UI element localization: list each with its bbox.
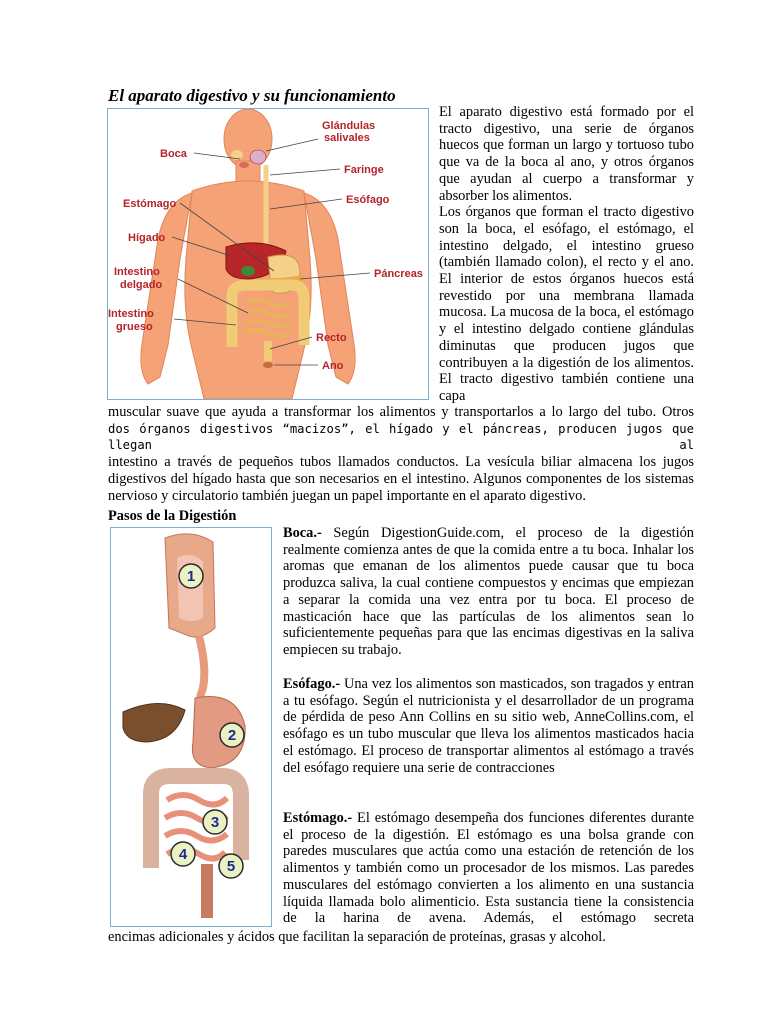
intro-paragraph-2: Los órganos que forman el tracto digestivo son la boca, el esófago, el estómago, el intestino delgado, el intestino grueso (también llamado colon), el recto y el ano. El interior de estos órganos huecos está revestido por una membrana llamada mucosa. La mucosa de la boca, el estómago y el intestino delgado contiene glándulas diminutas que producen jugos que contribuyen a la digestión de los alimentos. El tracto digestivo también contiene una capa bbox=[439, 204, 694, 404]
intro-continuation-line-1: muscular suave que ayuda a transformar los alimentos y transportarlos a lo largo del tubo. Otros bbox=[108, 404, 694, 420]
boca-title: Boca.- bbox=[283, 525, 322, 541]
esofago-paragraph bbox=[283, 676, 694, 776]
intro-paragraph-1: El aparato digestivo está formado por el tracto digestivo, una serie de órganos huecos que forman un largo y tortuoso tubo que va de la boca al ano, y otros órganos que ayudan al cuerpo a transformar y absorber los alimentos. bbox=[439, 104, 694, 204]
estomago-section bbox=[283, 810, 694, 927]
label-faringe: Faringe bbox=[344, 164, 384, 176]
label-intestino-grueso-1: Intestino bbox=[108, 308, 154, 320]
boca-text: Según DigestionGuide.com, el proceso de la digestión realmente comienza antes de que la comida entre a tu boca. Inhalar los aromas que emanan de los alimentos puede causar que tu boca produzca saliva, la cual contiene compuestos y encimas que empiezan a separar la comida una vez entra por tu boca. El proceso de masticación hace que las partículas de los alimentos sean lo suficientemente pequeñas para que las encimas digestivas en la saliva empiecen su trabajo. bbox=[283, 525, 694, 658]
steps-heading: Pasos de la Digestión bbox=[108, 508, 237, 524]
label-pancreas: Páncreas bbox=[374, 268, 423, 280]
step-2-number: 2 bbox=[227, 727, 237, 744]
estomago-continuation bbox=[108, 929, 694, 946]
label-salivales: salivales bbox=[324, 132, 370, 144]
intro-continuation-line-2: dos órganos digestivos “macizos”, el hígado y el páncreas, producen jugos que llegan al bbox=[108, 421, 694, 453]
page-title: El aparato digestivo y su funcionamiento bbox=[108, 86, 396, 105]
estomago-continuation-line: encimas adicionales y ácidos que facilitan la separación de proteínas, grasas y alcohol. bbox=[108, 929, 606, 945]
label-glandulas: Glándulas bbox=[322, 120, 376, 132]
label-boca: Boca bbox=[160, 148, 187, 160]
label-estomago: Estómago bbox=[123, 198, 177, 210]
esofago-text: Una vez los alimentos son masticados, son tragados y entran a tu esófago. Según el nutricionista y el desarrollador de un programa de pérdida de peso Ann Collins en su sitio web, AnneCollins.com, el esófago es un tubo muscular que lleva los alimentos masticados hacia el estómago. El proceso de transportar alimentos al estómago a través del esófago requiere una serie de contracciones bbox=[283, 676, 694, 776]
label-ano: Ano bbox=[322, 360, 344, 372]
boca-paragraph bbox=[283, 525, 694, 659]
label-esofago: Esófago bbox=[346, 194, 390, 206]
step-3-number: 3 bbox=[210, 814, 220, 831]
digestive-system-figure bbox=[107, 108, 429, 400]
esofago-section bbox=[283, 676, 694, 776]
label-intestino-delgado-1: Intestino bbox=[114, 266, 160, 278]
intro-column bbox=[439, 104, 694, 405]
digestion-steps-figure bbox=[110, 527, 272, 927]
label-intestino-delgado-2: delgado bbox=[120, 279, 163, 291]
estomago-paragraph bbox=[283, 810, 694, 927]
step-4-number: 4 bbox=[178, 846, 188, 863]
boca-section bbox=[283, 525, 694, 659]
estomago-title: Estómago.- bbox=[283, 810, 353, 826]
label-higado: Hígado bbox=[128, 232, 166, 244]
digestive-system-illustration bbox=[108, 109, 428, 399]
label-intestino-grueso-2: grueso bbox=[116, 321, 153, 333]
intro-continuation-rest: intestino a través de pequeños tubos llamados conductos. La vesícula biliar almacena los jugos digestivos del hígado hasta que son necesarios en el intestino. Algunos componentes de los sistemas nervioso y circulatorio también juegan un papel importante en el aparato digestivo. bbox=[108, 454, 694, 504]
digestive-tract-illustration bbox=[111, 528, 271, 926]
estomago-text: El estómago desempeña dos funciones diferentes durante el proceso de la digestión. El estómago es una bolsa grande con paredes musculares que actúa como una estación de retención de los alimentos y también como un procesador de los mismos. Las paredes musculares del estómago convierten a los alimento en una sustancia líquida llamada bolo alimenticio. Esta sustancia tiene la consistencia de la harina de avena. Además, el estómago secreta bbox=[283, 810, 694, 927]
intro-continuation bbox=[108, 404, 694, 504]
step-1-number: 1 bbox=[186, 568, 196, 585]
esofago-title: Esófago.- bbox=[283, 676, 341, 692]
label-recto: Recto bbox=[316, 332, 347, 344]
step-5-number: 5 bbox=[226, 858, 236, 875]
